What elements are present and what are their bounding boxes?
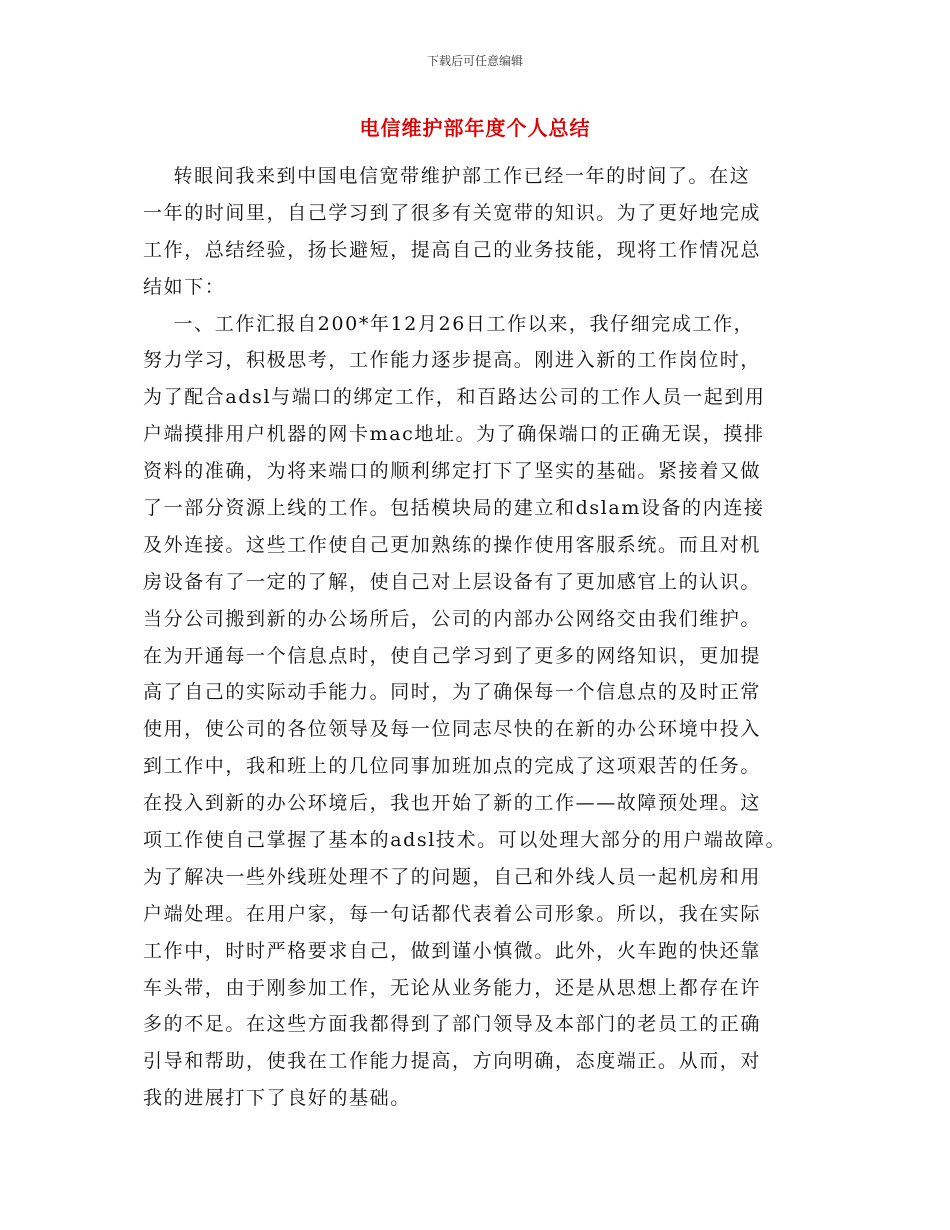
body-line: 在为开通每一个信息点时，使自己学习到了更多的网络知识，更加提 <box>143 644 762 667</box>
body-line: 工作，总结经验，扬长避短，提高自己的业务技能，现将工作情况总 <box>143 238 762 261</box>
body-line: 为了解决一些外线班处理不了的问题，自己和外线人员一起机房和用 <box>143 865 762 888</box>
body-line: 户端摸排用户机器的网卡mac地址。为了确保端口的正确无误，摸排 <box>143 423 765 446</box>
body-line: 高了自己的实际动手能力。同时，为了确保每一个信息点的及时正常 <box>143 681 762 704</box>
document-body <box>143 158 823 1117</box>
body-line: 引导和帮助，使我在工作能力提高，方向明确，态度端正。从而，对 <box>143 1050 762 1073</box>
body-line: 户端处理。在用户家，每一句话都代表着公司形象。所以，我在实际 <box>143 902 762 925</box>
body-line: 为了配合adsl与端口的绑定工作，和百路达公司的工作人员一起到用 <box>143 386 766 409</box>
body-line: 资料的准确，为将来端口的顺利绑定打下了坚实的基础。紧接着又做 <box>143 460 762 483</box>
body-line: 在投入到新的办公环境后，我也开始了新的工作——故障预处理。这 <box>143 792 762 815</box>
document-title: 电信维护部年度个人总结 <box>359 116 591 140</box>
body-line: 项工作使自己掌握了基本的adsl技术。可以处理大部分的用户端故障。 <box>143 829 787 852</box>
body-line: 一年的时间里，自己学习到了很多有关宽带的知识。为了更好地完成 <box>143 201 762 224</box>
body-line: 到工作中，我和班上的几位同事加班加点的完成了这项艰苦的任务。 <box>143 755 762 778</box>
body-line: 努力学习，积极思考，工作能力逐步提高。刚进入新的工作岗位时， <box>143 349 762 372</box>
body-line: 使用，使公司的各位领导及每一位同志尽快的在新的办公环境中投入 <box>143 718 762 741</box>
body-line: 结如下： <box>143 275 226 298</box>
body-line: 多的不足。在这些方面我都得到了部门领导及本部门的老员工的正确 <box>143 1013 762 1036</box>
body-line: 转眼间我来到中国电信宽带维护部工作已经一年的时间了。在这 <box>143 165 751 187</box>
body-line: 房设备有了一定的了解，使自己对上层设备有了更加感官上的认识。 <box>143 570 762 593</box>
body-line: 当分公司搬到新的办公场所后，公司的内部办公网络交由我们维护。 <box>143 607 762 630</box>
page-header: 下载后可任意编辑 <box>426 54 523 68</box>
body-line: 了一部分资源上线的工作。包括模块局的建立和dslam设备的内连接 <box>143 497 765 520</box>
body-line: 我的进展打下了良好的基础。 <box>143 1087 411 1110</box>
body-line: 车头带，由于刚参加工作，无论从业务能力，还是从思想上都存在许 <box>143 976 762 999</box>
body-line: 一、工作汇报自200*年12月26日工作以来，我仔细完成工作， <box>143 312 755 335</box>
body-line: 工作中，时时严格要求自己，做到谨小慎微。此外，火车跑的快还靠 <box>143 939 762 962</box>
body-line: 及外连接。这些工作使自己更加熟练的操作使用客服系统。而且对机 <box>143 533 762 556</box>
